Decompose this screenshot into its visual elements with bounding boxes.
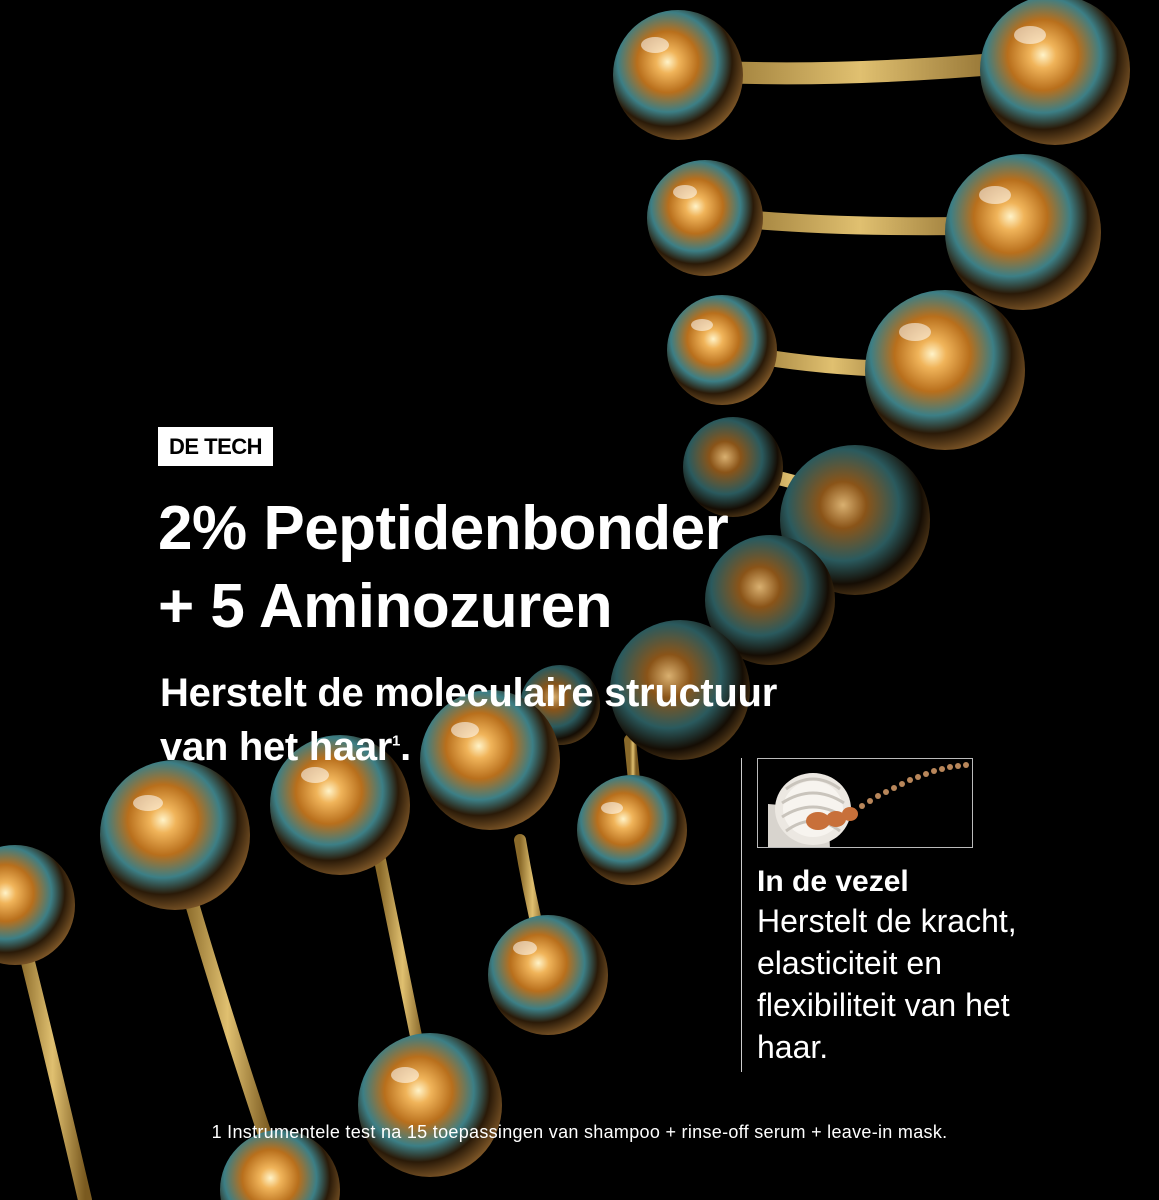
subheadline-line-1: Herstelt de moleculaire structuur	[160, 671, 777, 715]
headline-line-1: 2% Peptidenbonder	[158, 494, 729, 563]
headline	[158, 490, 728, 646]
footnote-marker: 1	[392, 732, 401, 750]
subheadline-line-2	[160, 720, 777, 774]
footnote: 1 Instrumentele test na 15 toepassingen van shampoo + rinse-off serum + leave-in mask.	[211, 1122, 948, 1142]
section-tag: DE TECH	[158, 427, 273, 466]
subheadline	[160, 666, 777, 774]
hair-fiber-repair-icon	[758, 759, 973, 848]
feature-line-2: elasticiteit en	[757, 945, 942, 981]
feature-line-1: Herstelt de kracht,	[757, 903, 1017, 939]
feature-line-3: flexibiliteit van het	[757, 987, 1010, 1023]
headline-line-2: + 5 Aminozuren	[158, 572, 613, 641]
feature-title: In de vezel	[757, 865, 909, 898]
feature-description	[757, 900, 1117, 1068]
hair-fiber-thumbnail	[757, 758, 973, 848]
subheadline-line-2-text: van het haar	[160, 725, 393, 769]
subheadline-period: .	[400, 725, 411, 769]
feature-line-4: haar.	[757, 1029, 829, 1065]
feature-divider	[741, 758, 742, 1072]
